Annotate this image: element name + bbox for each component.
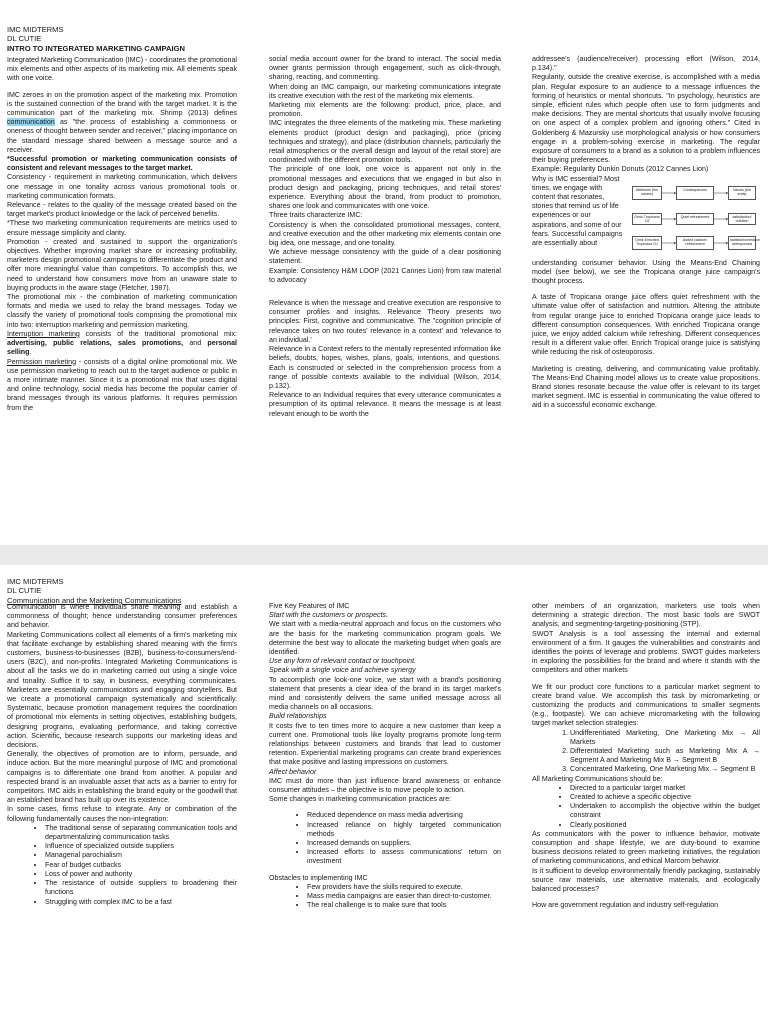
list-item: 3. Concentrated Marketing, One Marketing Mix → Segment B	[570, 765, 760, 774]
paragraph: Marketing Communications collect all elements of a firm's marketing mix that facilitate exchange by establishing shared meaning with the firm's customers, business-to-businesses (B2B), business-to-consumers/end-users (B2C), and non-profits. Integrated Marketing Communications is about all the tasks we do in marketing carried out using a single voice and tonality. Suffice it to say, in business, everything communicates. Marketers are essentially communicators and engaging storytellers. But we create a promotional campaign systematically and scientifically. Systematic, because promotion management requires the coordination of promotional mix elements in setting objectives, establishing budgets, designing programs, evaluating performance, and taking corrective action. Scientific, because research supports our marketing ideas and decisions.	[7, 630, 237, 750]
list-item: • The real challenge is to make sure that tools	[307, 901, 501, 910]
paragraph: Interruption marketing consists of the traditional promotional mix: advertising, public relations, sales promotions, and personal selling.	[7, 329, 237, 357]
paragraph: Why is IMC essential? Most times, we engage with content that resonates, stories that remind us of life experiences or our aspirations, and some of our fears. Successful campaigns are essentially about	[532, 174, 623, 248]
paragraph: As communicators with the power to influence behavior, motivate consumption and shape lifestyle, we are duty-bound to examine business decisions related to green marketing initiatives, the regulation of marketing communications, and ethical Marcom behavior.	[532, 829, 760, 866]
list-item: • The traditional sense of separating communication tools and departmentalizing communication tasks	[45, 824, 237, 842]
paragraph: Example: Regularity Dunkin Donuts (2012 Cannes Lion)	[532, 165, 709, 174]
list-item: • Influence of specialized outside suppliers	[45, 842, 237, 851]
list-item: • Undertaken to accomplish the objective within the budget constraint	[570, 802, 760, 820]
paragraph: We start with a media-neutral approach and focus on the customers who are the basis for the marketing communication program goals. We determine the best way to allocate the marketing budget when goals are identified.	[269, 620, 501, 657]
list-item: 2. Differentiated Marketing such as Marketing Mix A → Segment A and Marketing Mix B → Segment B	[570, 747, 760, 765]
paragraph: Relevance in a Context refers to the mentally represented information like beliefs, doubts, hopes, wishes, plans, goals, intentions, and questions. Each is constructed or selected in the comprehension process from a range of possible contexts available to the individual (Wilson, 2014, p.132).	[269, 345, 501, 390]
list-item: 1. Undifferentiated Marketing, One Marketing Mix → All Markets	[570, 729, 760, 747]
column-1	[7, 56, 237, 413]
diagram-node-consequences: Consequences	[676, 186, 714, 200]
column-3	[532, 602, 760, 911]
paragraph: A taste of Tropicana orange juice offers quiet refreshment with the ultimate value offer of satisfaction and nutrition. Altering the attribute from regular orange juice to enriched Tropicana orange juice leads to different consumption consequences. With enriched Tropicana orange juice, we enjoy added calcium while refreshing. Different consequences result in a different value offer. Enrich Tropical orange juice is satisfying while reducing the risk of osteoporosis.	[532, 293, 760, 357]
list-item: • Increased reliance on highly targeted communication methods	[307, 821, 501, 839]
subheading: Build relationships	[269, 712, 327, 721]
paragraph: It costs five to ten times more to acquire a new customer than keep a current one. Promotional tools like loyalty programs promote long-term relationships between customers and brands that lead to customer retention. Experiential marketing programs can create brand experiences that make positive and lasting impressions on customers.	[269, 721, 501, 767]
subheading: Use any form of relevant contact or touchpoint.	[269, 657, 417, 666]
column-3	[532, 55, 760, 411]
paragraph: Three traits characterize IMC:	[269, 211, 363, 220]
column-1	[7, 603, 237, 907]
diagram-node-drink-oj: Drink Tropicana OJ	[632, 213, 662, 225]
paragraph: *These two marketing communication requirements are metrics used to ensure message simplicity and clarity.	[7, 219, 237, 237]
list-item: • Increased demands on suppliers.	[307, 839, 501, 848]
subheading: Speak with a single voice and achieve synergy	[269, 666, 416, 675]
paragraph: The promotional mix - the combination of marketing communication formats and media we used to relay the brand messages. Today we classify the variety of promotional tools comprising the promotional mix into two: interruption marketing and permission marketing.	[7, 293, 237, 329]
paragraph: SWOT Analysis is a tool assessing the internal and external environment of a firm. It gauges the vulnerabilities and constraints and identifies the points of leverage and problems. SWOT guides marketers in exploring the possibilities for the brand and where it stands with the competitors and other markets	[532, 629, 760, 675]
paragraph: In some cases, firms refuse to integrate. Any or combination of the following fundamentally causes the non-integration:	[7, 805, 237, 823]
diagram-node-reduce-osteoporosis: satisfaction/reduce osteoporosis	[728, 236, 756, 250]
means-end-chain-diagram	[630, 183, 758, 255]
list-item: • The resistance of outside suppliers to broadening their functions	[45, 879, 237, 897]
list-item: • Struggling with complex IMC to be a fast	[45, 898, 237, 907]
list-item: • Few providers have the skills required to execute.	[307, 883, 501, 892]
non-integration-causes-list	[7, 824, 237, 907]
paragraph: other members of an organization, marketers use tools when determining a strategic direction. The most basic tools are SWOT analysis, and segmenting-targeting-positioning (STP).	[532, 602, 760, 629]
paragraph: Consistency - requirement in marketing communication, which delivers one message in one tonality across various promotional tools or marketing communication formats.	[7, 173, 237, 200]
paragraph: Promotion - created and sustained to support the organization's objectives. Whether improving market share or increasing profitability, marketers design promotional campaigns to differentiate the product and offer more meaningful value than competitors. To accomplish this, we need to understand how consumers move from an unaware state to buying products in the aware stage (Fletcher, 1987).	[7, 237, 237, 292]
column-2	[269, 55, 501, 419]
paragraph: understanding consumer behavior. Using the Means-End Chaining model (see below), we see the Tropicana orange juice campaign's thought process.	[532, 258, 760, 286]
paragraph: Communication is where individuals share meaning and establish a commonness of thought; hence understanding consumer preferences and behavior.	[7, 603, 237, 630]
paragraph: *Successful promotion or marketing communication consists of consistent and relevant messages to the target market.	[7, 155, 237, 173]
diagram-node-attributes: Attributes (the means)	[632, 186, 662, 200]
paragraph: Is it sufficient to develop environmentally friendly packaging, sustainably source raw materials, use alternative materials, and ecologically balanced processes?	[532, 866, 760, 894]
diagram-node-quiet-refreshment: Quiet refreshment	[676, 213, 714, 225]
target-strategies-list	[532, 729, 760, 775]
list-item: • Increased efforts to assess communications' return on investment	[307, 848, 501, 866]
list-item: • Loss of power and authority	[45, 870, 237, 879]
paragraph: social media account owner for the brand to interact. The social media owner grants permission through engagement, such as click-through, sharing, reacting, and commenting.	[269, 55, 501, 82]
paragraph: Some changes in marketing communication practices are:	[269, 795, 452, 804]
paragraph: All Marketing Communications should be:	[532, 774, 663, 783]
paragraph: We achieve message consistency with the guide of a clear positioning statement.	[269, 248, 501, 266]
paragraph: Generally, the objectives of promotion are to inform, persuade, and induce action. But the more meaningful purpose of IMC and promotional campaigns is to differentiate one brand from another. A popular and respected brand is an invaluable asset that acts as a barrier to entry for competitors. IMC aids in establishing the brand equity or the goodwill that an established brand has built up over its existence.	[7, 750, 237, 805]
practice-changes-list	[269, 811, 501, 866]
page-title: Communication and the Marketing Communications	[7, 595, 182, 605]
paragraph: Permission marketing - consists of a digital online promotional mix. We use permission marketing to reach out to the target audience or public in a more intimate manner. Since it is a promotional mix that uses digital and online technology, social media has become the popular carrier of brand messages through its various platforms. It requires permission from the	[7, 357, 238, 412]
highlighted-word: communication	[7, 118, 55, 127]
paragraph: IMC zeroes in on the promotion aspect of the marketing mix. Promotion is the sustained connection of the brand with the target market. It is the communication part of the marketing mix. Shrimp (2013) defines communication as "the process of establishing a commonness or oneness of thought between sender and receiver," placing importance on the standard message shared between a message source and a receiver.	[7, 90, 237, 154]
paragraph: addressee's (audience/receiver) processing effort (Wilson, 2014, p.134)."	[532, 55, 760, 73]
list-item: • Created to achieve a specific objective	[570, 793, 760, 802]
page-title: INTRO TO INTEGRATED MARKETING CAMPAIGN	[7, 43, 186, 53]
obstacles-list	[269, 883, 501, 911]
list-item: • Mass media campaigns are easier than direct-to-customer.	[307, 892, 501, 901]
page-header	[7, 577, 181, 605]
header-course: IMC MIDTERMS	[7, 577, 64, 586]
column-2	[269, 602, 501, 911]
list-item: • Clearly positioned	[570, 821, 760, 830]
paragraph: How are government regulation and industry self-regulation	[532, 901, 719, 910]
marcom-criteria-list	[532, 784, 760, 830]
section-heading: Five Key Features of IMC	[269, 602, 350, 610]
paragraph: Relevance is when the message and creative execution are responsive to consumer profiles and insights. Relevance Theory presents two principles: First, cognitive and communicative. The "cognition principle of relevance takes on two routes' relevance in a context' and 'relevance to an individual.'	[269, 299, 501, 344]
paragraph: IMC must do more than just influence brand awareness or enhance consumer attitudes – the objective is to move people to action.	[269, 776, 501, 795]
paragraph: Integrated Marketing Communication (IMC) - coordinates the promotional mix elements and other aspects of its marketing mix. All elements speak with one voice.	[7, 56, 237, 83]
diagram-node-added-calcium: Added calcium/ refreshment	[676, 236, 714, 250]
paragraph: Relevance - relates to the quality of the message created based on the target market's product knowledge or the lack of perceived benefits.	[7, 201, 237, 219]
paragraph: The principle of one look, one voice is apparent not only in the promotional messages and executions that we engaged in but also in product design and packaging, pricing techniques, and retail stores' experience. Everything about the brand, from product to promotion, shares one look and communicates with one voice.	[269, 165, 501, 211]
paragraph: IMC integrates the three elements of the marketing mix. These marketing elements product (product design and packaging), price (pricing techniques and strategy), and place (distribution channels, particularly the retail atmospherics or the overall design and layout of the retail store) are coordinated with the different promotion tools.	[269, 119, 501, 165]
paragraph: Regularity, outside the creative exercise, is accomplished with a media plan. Regular exposure to an audience to a message influences the forming of heuristics or mental shortcuts. "In psychology, heuristics are simple, efficient rules which people often use to form judgments and make decisions. They are mental shortcuts that usually involve focusing on one aspect of a complex problem and ignoring others." Cited in Goldenberg & Mazursky use morphological analysis or how consumers engage in a problem-solving exercise in marketing. The regular exposure of consumers to a brand as a solution to a problem influences their buying preferences.	[532, 73, 760, 165]
paragraph: We fit our product core functions to a particular market segment to create brand value. We accomplish this task by micromarketing or customizing the products and communications to smaller segments (e.g., footpaste). We can achieve micromarketing with the following target market selection strategies:	[532, 682, 760, 728]
wrap-figure-block	[532, 175, 760, 259]
header-author: DL CUTIE	[7, 586, 42, 596]
paragraph: To accomplish one look-one voice, we start with a brand's positioning statement that presents a clear idea of the brand in its target market's mind and consistently delivers the same unified message across all media channels on all occasions.	[269, 675, 501, 712]
subheading: Affect behavior	[269, 767, 317, 776]
diagram-node-values: Values (the ends)	[728, 186, 756, 200]
diagram-node-drink-enriched-oj: Drink Enriched Tropicana OJ	[632, 236, 662, 250]
list-item: • Managerial parochialism	[45, 851, 237, 860]
paragraph: Marketing mix elements are the following: product, price, place, and promotion.	[269, 101, 501, 119]
paragraph: Example: Consistency H&M LOOP (2021 Cannes Lion) from raw material to advocacy	[269, 266, 501, 284]
document-page-2	[0, 565, 768, 1024]
list-item: • Directed to a particular target market	[570, 784, 760, 793]
paragraph: Obstacles to implementing IMC	[269, 873, 368, 882]
list-item: • Reduced dependence on mass media advertising	[307, 811, 501, 820]
list-item: • Fear of budget cutbacks	[45, 861, 237, 870]
paragraph: Marketing is creating, delivering, and communicating value profitably. The Means-End Chaining model allows us to create value propositions. Brand stories resonate because the value offer is relevant to its target market segment. IMC is essential in communicating the value offered to aid in a successful economic exchange.	[532, 364, 760, 410]
paragraph: Relevance to an Individual requires that every utterance communicates a presumption of its optimal relevance. It means the message is at least relevant enough to be worth the	[269, 391, 501, 418]
diagram-node-satisfaction: satisfaction/ nutrition	[728, 213, 756, 225]
paragraph: When doing an IMC campaign, our marketing communications integrate its creative execution with the rest of the marketing mix elements.	[269, 82, 501, 100]
page-gap	[0, 545, 768, 565]
header-author: DL CUTIE	[7, 34, 42, 44]
header-course: IMC MIDTERMS	[7, 25, 64, 34]
page-header	[7, 25, 185, 53]
subheading: Start with the customers or prospects.	[269, 611, 389, 620]
paragraph: Consistency is when the consolidated promotional messages, content, and creative execution and the other marketing mix elements contain one big idea, one message, and one tonality.	[269, 220, 501, 248]
